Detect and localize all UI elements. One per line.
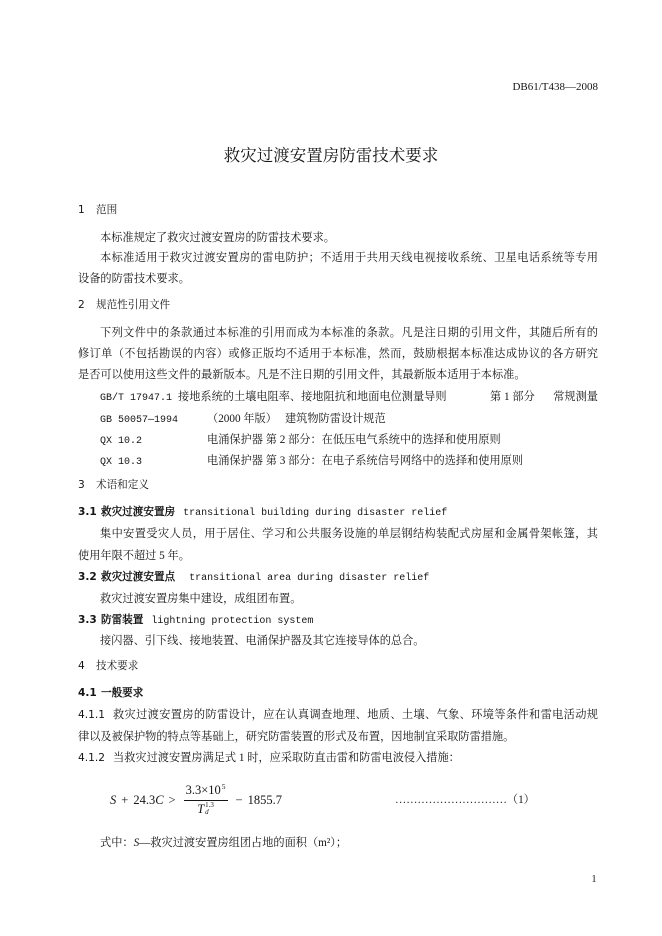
- clause-number: 4.1.1: [78, 709, 105, 721]
- section-number: 1: [78, 204, 85, 216]
- reference-title: 建筑物防雷设计规范: [284, 413, 386, 425]
- term-number: 3.2: [78, 571, 97, 583]
- term-number: 3.3: [78, 614, 97, 626]
- reference-code: GB 50057—1994: [100, 415, 179, 426]
- page-number: 1: [591, 874, 597, 885]
- term-definition-line: 使用年限不超过 5 年。: [78, 550, 190, 562]
- denominator-subscript: d: [205, 808, 209, 816]
- paragraph-line: 设备的防雷技术要求。: [78, 273, 190, 285]
- term-english: lightning protection system: [151, 616, 314, 627]
- reference-title: 电涌保护器 第 2 部分：在低压电气系统中的选择和使用原则: [207, 434, 501, 446]
- numerator-exponent: 5: [221, 782, 226, 791]
- section-heading-references: [78, 296, 598, 314]
- reference-item: [100, 452, 598, 470]
- term-definition-line: 集中安置受灾人员，用于居住、学习和公共服务设施的单层钢结构装配式房屋和金属骨架帐篷，其: [100, 528, 598, 540]
- document-number: DB61/T438—2008: [512, 81, 598, 93]
- leader-dots: …………………………: [395, 794, 507, 806]
- reference-subtitle: 常规测量: [553, 391, 598, 403]
- clause-text: 律以及被保护物的特点等基础上，研究防雷装置的形式及布置，因地制宜采取防雷措施。: [78, 731, 515, 743]
- page-title: 救灾过渡安置房防雷技术要求: [223, 146, 439, 165]
- section-title: 规范性引用文件: [96, 299, 171, 311]
- reference-part: 第 1 部分: [490, 391, 535, 403]
- formula-coefficient: 24.3: [133, 792, 156, 807]
- reference-item: [100, 410, 598, 428]
- term-heading: [78, 568, 598, 586]
- term-number: 3.1: [78, 506, 97, 518]
- section-title: 技术要求: [96, 660, 139, 672]
- reference-item: [100, 388, 598, 406]
- formula-constant: 1855.7: [247, 792, 282, 807]
- formula-1: [110, 778, 282, 822]
- term-heading: [78, 503, 598, 521]
- term-english: transitional area during disaster relief: [189, 573, 430, 584]
- paragraph-line: 本标准规定了救灾过渡安置房的防雷技术要求。: [100, 232, 335, 244]
- clause-text: 当救灾过渡安置房满足式 1 时，应采取防直击雷和防雷电波侵入措施：: [113, 752, 460, 764]
- denominator-variable: T: [197, 802, 205, 816]
- term-definition-line: 救灾过渡安置房集中建设，成组团布置。: [100, 593, 302, 605]
- fraction-numerator: [184, 783, 228, 801]
- equation-label: [395, 791, 535, 809]
- paragraph-line: 是否可以使用这些文件的最新版本。凡是不注日期的引用文件，其最新版本适用于本标准。: [78, 369, 526, 381]
- reference-title: 电涌保护器 第 3 部分：在电子系统信号网络中的选择和使用原则: [207, 455, 524, 467]
- formula-fraction: [184, 783, 228, 817]
- formula-variable-s: S: [110, 792, 117, 807]
- subsection-heading-general: [78, 684, 598, 702]
- equation-number: （1）: [506, 794, 535, 806]
- section-heading-terms: [78, 476, 598, 494]
- subsection-number: 4.1: [78, 687, 97, 699]
- section-number: 4: [78, 660, 85, 672]
- reference-edition: （2000 年版）: [207, 413, 277, 425]
- fraction-denominator: [197, 801, 214, 817]
- reference-code: QX 10.2: [100, 436, 143, 447]
- paragraph-line: 本标准适用于救灾过渡安置房的雷电防护；不适用于共用天线电视接收系统、卫星电话系统等专用: [100, 252, 598, 264]
- term-english: transitional building during disaster relief: [183, 508, 448, 519]
- term-definition-line: 接闪器、引下线、接地装置、电涌保护器及其它连接导体的总合。: [100, 635, 425, 647]
- formula-relation: >: [168, 792, 176, 807]
- formula-variable-c: C: [155, 792, 164, 807]
- formula-plus: +: [121, 792, 129, 807]
- subsection-title: 一般要求: [101, 687, 144, 699]
- section-number: 2: [78, 299, 85, 311]
- reference-code: QX 10.3: [100, 457, 143, 468]
- denominator-scripts: [205, 802, 214, 816]
- where-variable: S: [133, 837, 140, 849]
- clause-number: 4.1.2: [78, 752, 105, 764]
- where-prefix: 式中：: [100, 837, 134, 849]
- numerator-base: 3.3×10: [185, 783, 221, 797]
- formula-minus: −: [235, 792, 243, 807]
- term-chinese: 防雷装置: [101, 614, 144, 626]
- reference-title: 接地系统的土壤电阻率、接地阻抗和地面电位测量导则: [178, 391, 447, 403]
- reference-code: GB/T 17947.1: [100, 393, 173, 404]
- section-heading-requirements: [78, 657, 598, 675]
- reference-item: [100, 431, 598, 449]
- term-chinese: 救灾过渡安置房: [101, 506, 176, 518]
- section-title: 范围: [96, 204, 118, 216]
- clause-4-1-1: [78, 706, 598, 724]
- term-chinese: 救灾过渡安置点: [101, 571, 176, 583]
- section-title: 术语和定义: [96, 479, 149, 491]
- section-heading-scope: [78, 201, 598, 219]
- clause-4-1-2: [78, 749, 598, 767]
- formula-where-line: [100, 834, 598, 852]
- paragraph-line: 修订单（不包括勘误的内容）或修正版均不适用于本标准，然而，鼓励根据本标准达成协议的各方研究: [78, 348, 598, 360]
- clause-text: 救灾过渡安置房的防雷设计，应在认真调查地理、地质、土壤、气象、环境等条件和雷电活动规: [113, 709, 598, 721]
- where-text: —救灾过渡安置房组团占地的面积（m²）；: [139, 837, 348, 849]
- section-number: 3: [78, 479, 85, 491]
- term-heading: [78, 611, 598, 629]
- paragraph-line: 下列文件中的条款通过本标准的引用而成为本标准的条款。凡是注日期的引用文件，其随后所有的: [100, 327, 598, 339]
- denominator-exponent: 1.3: [205, 801, 214, 809]
